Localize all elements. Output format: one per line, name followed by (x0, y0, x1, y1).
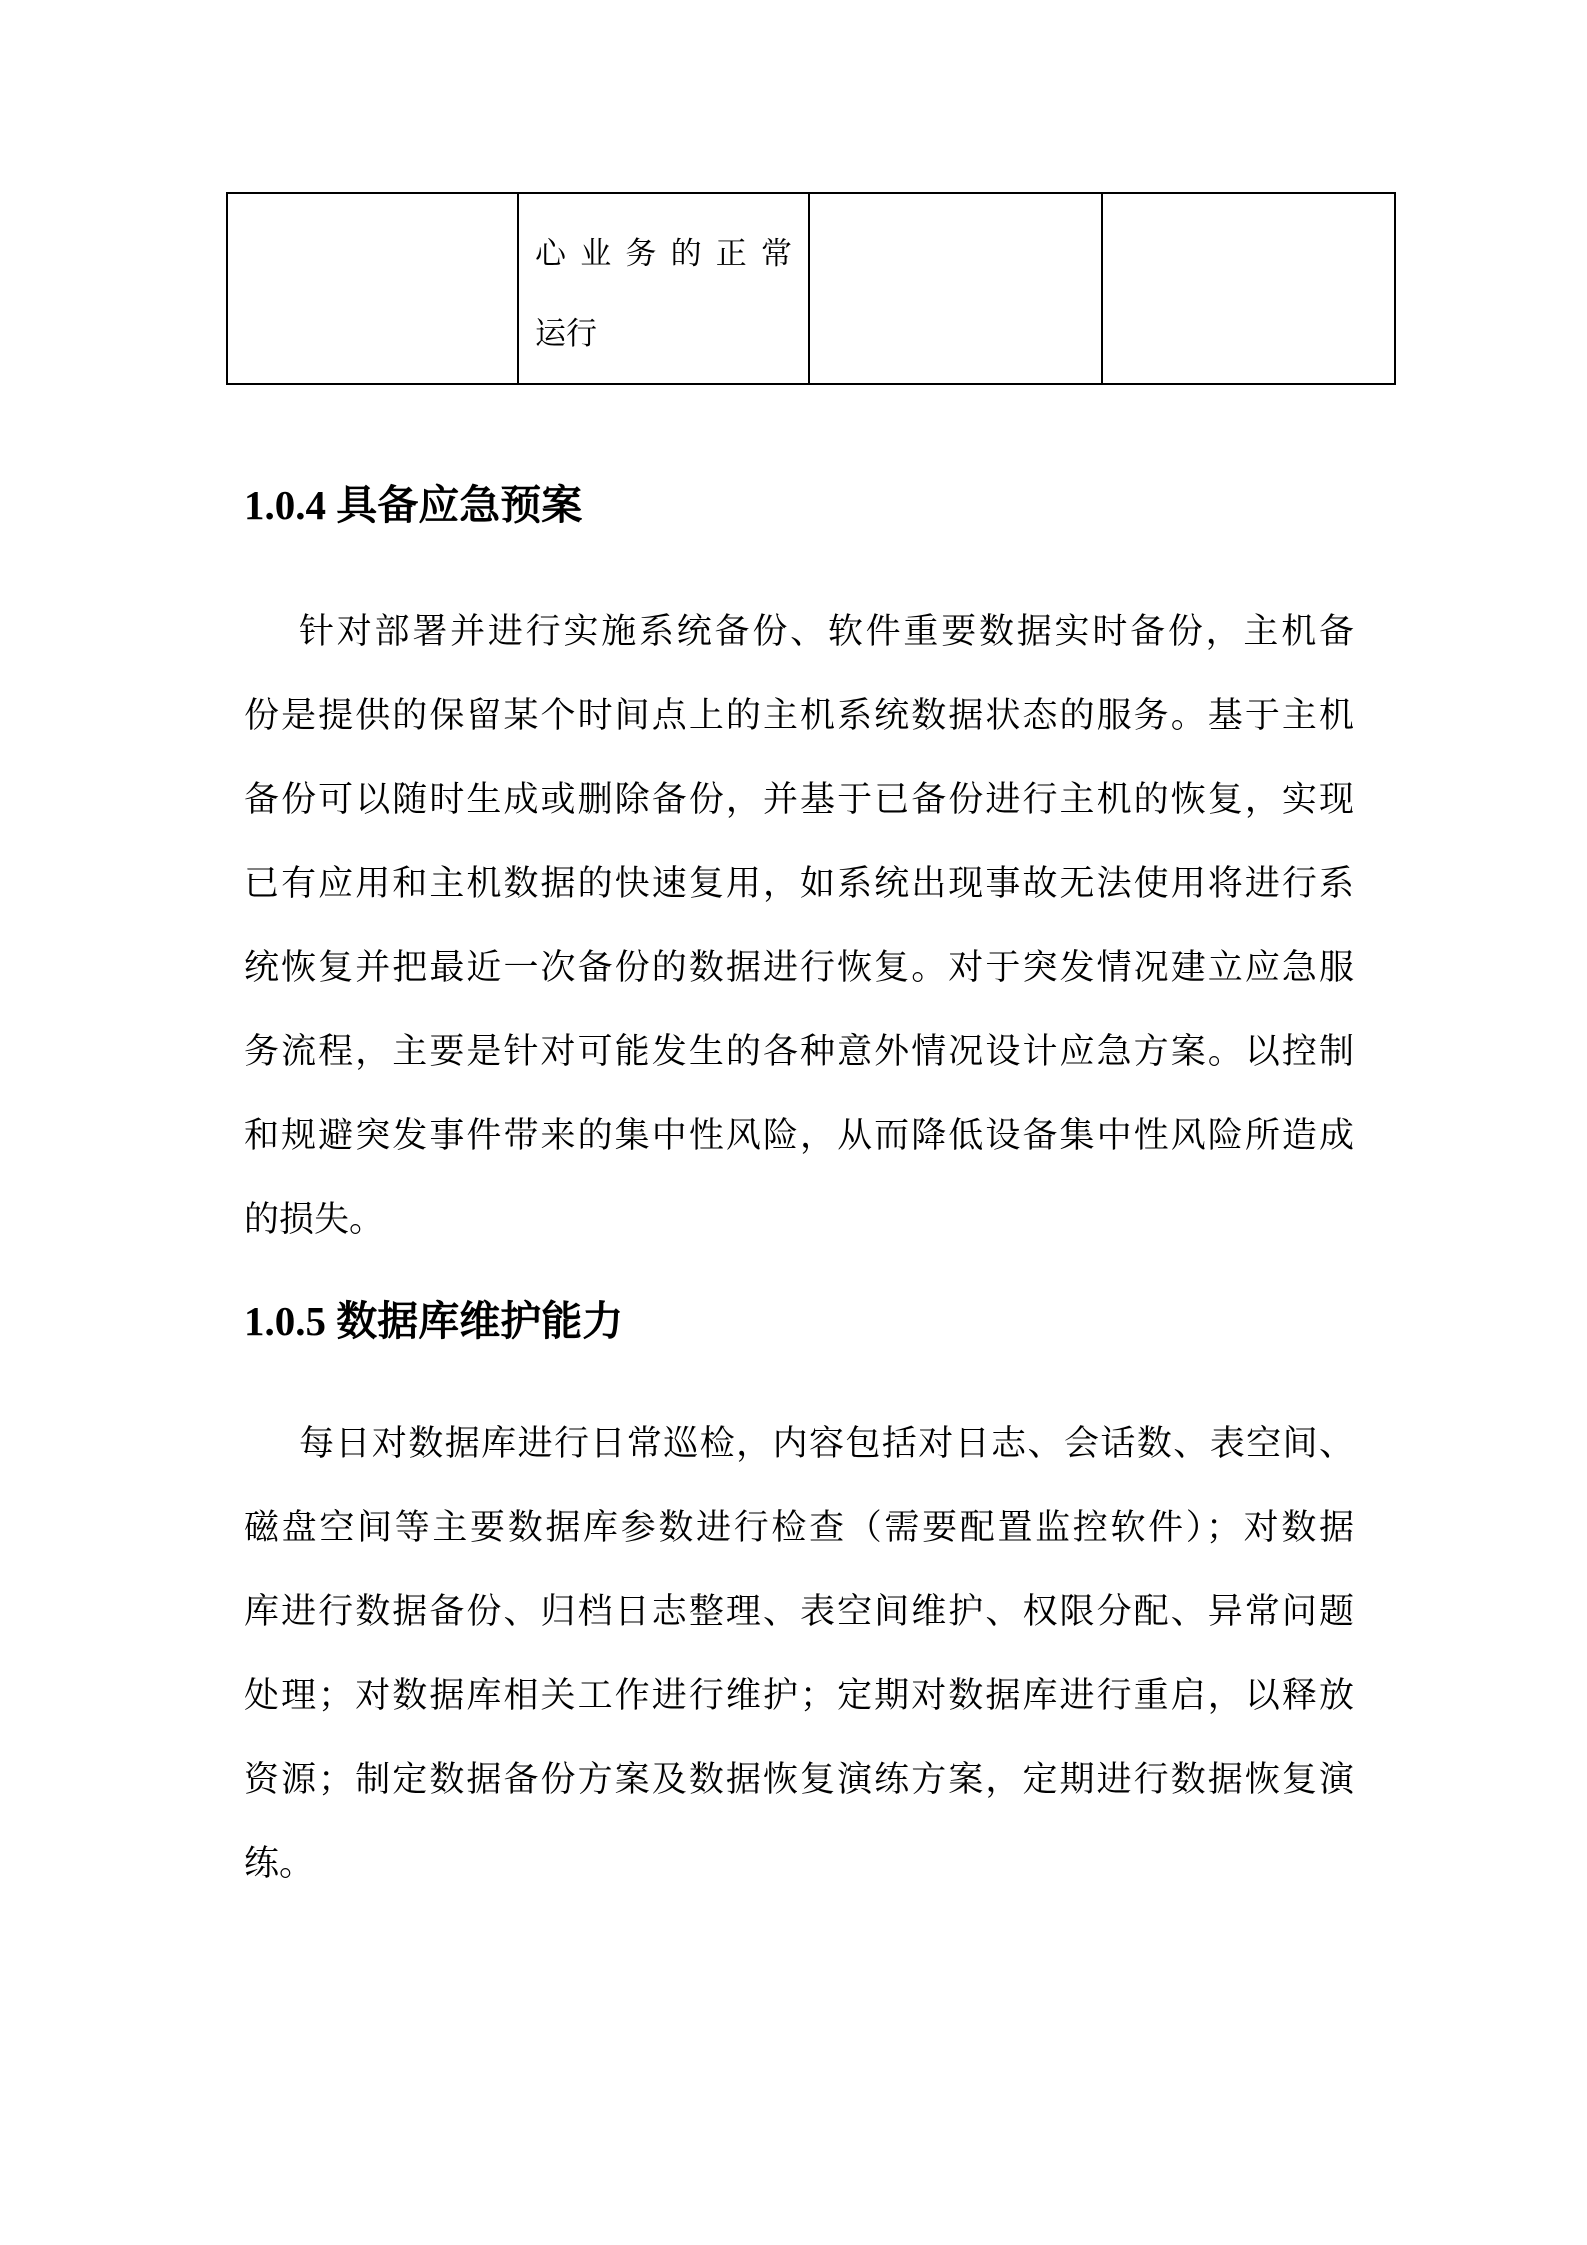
paragraph-line: 每日对数据库进行日常巡检，内容包括对日志、会话数、表空间、 (299, 1424, 1354, 1464)
paragraph-line: 处理；对数据库相关工作进行维护；定期对数据库进行重启，以释放 (244, 1676, 1354, 1716)
table-cell-1 (227, 193, 518, 384)
paragraph-line: 已有应用和主机数据的快速复用，如系统出现事故无法使用将进行系 (244, 864, 1354, 904)
cell-line: 心业务的正常 (535, 236, 792, 272)
paragraph-line: 统恢复并把最近一次备份的数据进行恢复。对于突发情况建立应急服 (244, 948, 1354, 988)
table-cell-4 (1102, 193, 1395, 384)
paragraph-line: 库进行数据备份、归档日志整理、表空间维护、权限分配、异常问题 (244, 1592, 1354, 1632)
continuation-table (226, 192, 1396, 385)
paragraph-line: 备份可以随时生成或删除备份，并基于已备份进行主机的恢复，实现 (244, 780, 1354, 820)
paragraph-line: 务流程，主要是针对可能发生的各种意外情况设计应急方案。以控制 (244, 1032, 1354, 1072)
section-paragraph-emergency-plan (244, 590, 1354, 1262)
paragraph-line: 资源；制定数据备份方案及数据恢复演练方案，定期进行数据恢复演 (244, 1760, 1354, 1800)
cell-text (519, 194, 808, 374)
cell-line: 运行 (535, 316, 597, 352)
table-cell-2 (518, 193, 809, 384)
paragraph-line: 和规避突发事件带来的集中性风险，从而降低设备集中性风险所造成 (244, 1116, 1354, 1156)
section-paragraph-database-maintenance (244, 1402, 1354, 1906)
paragraph-line: 的损失。 (244, 1200, 385, 1240)
table-row (227, 193, 1395, 384)
paragraph-line: 练。 (244, 1844, 315, 1884)
section-heading-1.0.4: 1.0.4 具备应急预案 (244, 482, 583, 528)
section-heading-1.0.5: 1.0.5 数据库维护能力 (244, 1298, 624, 1344)
table-cell-3 (809, 193, 1102, 384)
paragraph-line: 磁盘空间等主要数据库参数进行检查（需要配置监控软件）；对数据 (244, 1508, 1354, 1548)
paragraph-line: 份是提供的保留某个时间点上的主机系统数据状态的服务。基于主机 (244, 696, 1354, 736)
paragraph-line: 针对部署并进行实施系统备份、软件重要数据实时备份，主机备 (299, 612, 1354, 652)
